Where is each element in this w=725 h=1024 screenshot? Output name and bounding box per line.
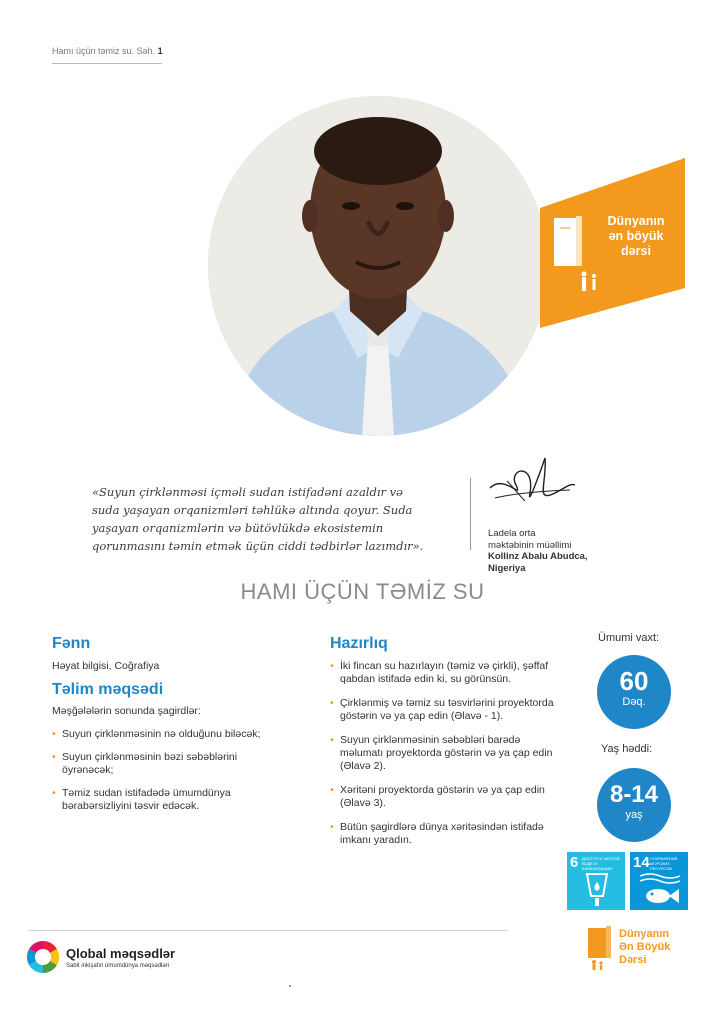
footer-subtitle: Sabit inkişafın ümumdünya məqsədləri xyxy=(66,963,170,969)
page-mark xyxy=(289,985,291,987)
footer-divider xyxy=(28,930,508,931)
lesson-book-icon xyxy=(586,926,614,970)
list-item: • Suyun çirklənməsinin nə olduğunu biləcək; xyxy=(52,728,282,741)
sdg-goal-14-tile: 14 СОХРАНЕНИЕ МОРСКИХ РЕСУРСОВ xyxy=(630,852,688,910)
goals-intro: Məşğələlərin sonunda şagirdlər: xyxy=(52,705,201,717)
footer-title: Qlobal məqsədlər xyxy=(66,946,176,961)
preparation-title: Hazırlıq xyxy=(330,635,388,652)
list-item: • Suyun çirklənməsinin bəzi səbəblərini öyrənəcək; xyxy=(52,751,282,777)
water-drop-icon xyxy=(585,872,609,906)
age-value: 8-14 xyxy=(609,781,659,808)
time-value: 60 xyxy=(619,666,649,696)
quote-author: Ladela orta məktəbinin müəllimi Kollinz Abalu Abudca, Nigeriya xyxy=(488,528,628,574)
main-title: HAMI ÜÇÜN TƏMİZ SU xyxy=(240,579,485,604)
list-item: • Çirklənmiş və təmiz su təsvirlərini proyektorda göstərin və ya çap edin (Əlavə - 1). xyxy=(330,697,560,723)
sdg-goal-6-tile: 6 ДОСТУП К ЧИСТОЙ ВОДЕ И КАНАЛИЗАЦИИ xyxy=(567,852,625,910)
list-item: • Təmiz sudan istifadədə ümumdünya bərabərsizliyini təsvir edəcək. xyxy=(52,787,282,813)
goals-list xyxy=(52,728,282,823)
portrait-illustration xyxy=(208,96,548,436)
preparation-list xyxy=(330,660,560,858)
header-divider xyxy=(52,63,162,64)
subject-text: Həyat bilgisi, Coğrafiya xyxy=(52,660,160,672)
list-item: • İki fincan su hazırlayın (təmiz və çirkli), şəffaf qabdan istifadə edin ki, su görünsün. xyxy=(330,660,560,686)
quote-divider xyxy=(470,478,471,550)
total-time-label: Ümumi vaxt: xyxy=(598,632,660,644)
author-name: Kollinz Abalu Abudca, xyxy=(488,551,588,562)
list-item: • Bütün şagirdlərə dünya xəritəsindən istifadə imkanı yaradın. xyxy=(330,821,560,847)
book-icon xyxy=(554,216,582,266)
time-badge xyxy=(597,655,671,729)
footer-lesson-title: Dünyanın Ən Böyük Dərsi xyxy=(619,928,671,966)
age-badge xyxy=(597,768,671,842)
list-item: • Suyun çirklənməsinin səbəbləri barədə məlumatı proyektorda göstərin və ya çap edin (Əlavə 2). xyxy=(330,734,560,773)
sdg-wheel-logo xyxy=(26,940,60,974)
fish-icon xyxy=(638,870,682,908)
teacher-portrait xyxy=(208,96,548,436)
teacher-quote: «Suyun çirklənməsi içməli sudan istifadəni azaldır və suda yaşayan orqanizmləri təhlükə altında qoyur. Suda yaşayan orqanizmlərin və bütövlükdə ekosistemin qorunmasını təmin etmək üçün ciddi tədbirlər lazımdır». xyxy=(92,485,424,553)
age-unit: yaş xyxy=(625,809,643,821)
banner-text: Dünyanın ən böyük dərsi xyxy=(607,214,665,258)
page-header xyxy=(52,46,163,56)
list-item: • Xəritəni proyektorda göstərin və ya çap edin (Əlavə 3). xyxy=(330,784,560,810)
subject-title: Fənn xyxy=(52,635,91,652)
page-number: 1 xyxy=(157,46,163,56)
signature-image xyxy=(485,443,575,523)
time-unit: Dəq. xyxy=(622,696,646,708)
age-range-label: Yaş həddi: xyxy=(601,743,653,755)
author-country: Nigeriya xyxy=(488,562,526,574)
goals-title: Təlim məqsədi xyxy=(52,681,164,698)
header-title: Hamı üçün təmiz su. Səh. xyxy=(52,46,156,56)
